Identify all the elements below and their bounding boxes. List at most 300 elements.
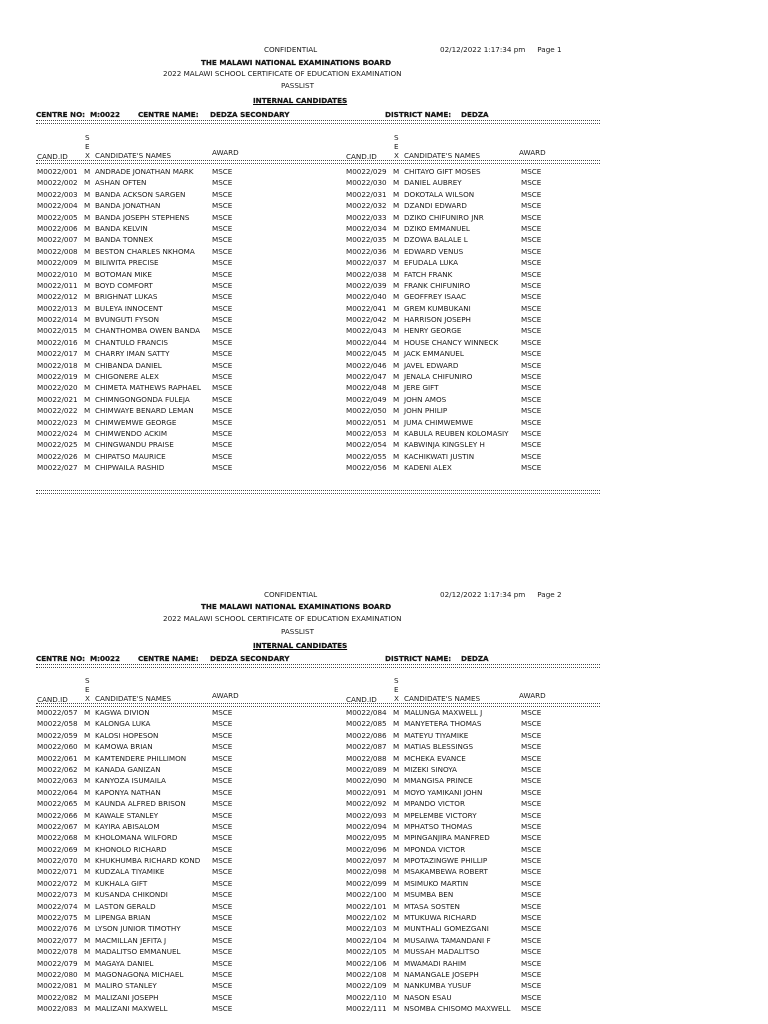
table-row [37, 969, 297, 980]
list-type: PASSLIST [281, 627, 314, 636]
award: MSCE [521, 878, 542, 888]
cand-id: M0022/090 [346, 776, 387, 786]
cand-id: M0022/082 [37, 992, 78, 1002]
table-row [37, 348, 297, 359]
table-row [37, 394, 297, 405]
award: MSCE [212, 753, 233, 763]
award: MSCE [521, 315, 542, 325]
cand-id: M0022/048 [346, 383, 387, 393]
sex: M [393, 844, 400, 854]
award: MSCE [521, 799, 542, 809]
table-row [37, 246, 297, 257]
sex: M [393, 924, 400, 934]
sex: M [393, 417, 400, 427]
candidate-name: NANKUMBA YUSUF [404, 981, 472, 991]
candidate-name: KHONOLO RICHARD [95, 844, 167, 854]
table-row [37, 269, 297, 280]
candidate-name: BOTOMAN MIKE [95, 269, 152, 279]
sex: M [84, 730, 91, 740]
cand-id: M0022/045 [346, 349, 387, 359]
header-sex-letter: S [394, 133, 399, 142]
table-row [37, 992, 297, 1003]
award: MSCE [521, 417, 542, 427]
award: MSCE [212, 189, 233, 199]
sex: M [393, 167, 400, 176]
candidate-name: CHITAYO GIFT MOSES [404, 167, 481, 176]
cand-id: M0022/076 [37, 924, 78, 934]
sex: M [84, 1004, 91, 1014]
cand-id: M0022/098 [346, 867, 387, 877]
award: MSCE [521, 360, 542, 370]
sex: M [393, 958, 400, 968]
sex: M [393, 913, 400, 923]
candidate-name: CHIMNGONGONDA FULEJA [95, 394, 190, 404]
candidate-name: MUNTHALI GOMEZGANI [404, 924, 489, 934]
award: MSCE [212, 776, 233, 786]
candidate-name: CHIPWAILA RASHID [95, 463, 165, 473]
table-row [346, 223, 606, 234]
candidate-name: CHARRY IMAN SATTY [95, 349, 170, 359]
table-row [346, 439, 606, 450]
cand-id: M0022/050 [346, 406, 387, 416]
table-row [37, 832, 297, 843]
sex: M [393, 890, 400, 900]
table-row [346, 935, 606, 946]
sex: M [393, 947, 400, 957]
award: MSCE [212, 708, 233, 717]
header-sex [394, 676, 399, 703]
cand-id: M0022/061 [37, 753, 78, 763]
cand-id: M0022/055 [346, 451, 387, 461]
table-row [346, 1003, 606, 1014]
sex: M [393, 776, 400, 786]
cand-id: M0022/006 [37, 223, 78, 233]
cand-id: M0022/018 [37, 360, 78, 370]
candidate-name: KABWINJA KINGSLEY H [404, 440, 485, 450]
award: MSCE [521, 764, 542, 774]
award: MSCE [521, 708, 542, 717]
cand-id: M0022/021 [37, 394, 78, 404]
cand-id: M0022/109 [346, 981, 387, 991]
table-row [346, 844, 606, 855]
table-row [346, 912, 606, 923]
header-cand-id: CAND.ID [346, 152, 377, 161]
cand-id: M0022/039 [346, 280, 387, 290]
sex: M [84, 326, 91, 336]
timestamp-and-page [440, 45, 562, 54]
header-sex [85, 676, 90, 703]
sex: M [84, 833, 91, 843]
cand-id: M0022/075 [37, 913, 78, 923]
cand-id: M0022/100 [346, 890, 387, 900]
sex: M [393, 349, 400, 359]
candidate-name: MIZEKI SINOYA [404, 764, 457, 774]
cand-id: M0022/005 [37, 212, 78, 222]
award: MSCE [212, 867, 233, 877]
table-row [346, 234, 606, 245]
table-row [346, 360, 606, 371]
candidate-name: KACHIKWATI JUSTIN [404, 451, 475, 461]
table-row [37, 707, 297, 718]
candidate-name: CHANTHOMBA OWEN BANDA [95, 326, 201, 336]
cand-id: M0022/087 [346, 742, 387, 752]
table-row [346, 212, 606, 223]
award: MSCE [212, 315, 233, 325]
sex: M [393, 787, 400, 797]
cand-id: M0022/022 [37, 406, 78, 416]
cand-id: M0022/065 [37, 799, 78, 809]
candidate-name: KADENI ALEX [404, 463, 452, 473]
sex: M [84, 212, 91, 222]
cand-id: M0022/083 [37, 1004, 78, 1014]
sex: M [393, 901, 400, 911]
candidate-list-right [346, 166, 606, 474]
table-row [37, 257, 297, 268]
candidate-name: KUKHALA GIFT [95, 878, 148, 888]
candidate-name: MPONDA VICTOR [404, 844, 466, 854]
district-label: DISTRICT NAME: [385, 654, 452, 663]
sex: M [84, 776, 91, 786]
cand-id: M0022/020 [37, 383, 78, 393]
cand-id: M0022/002 [37, 178, 78, 188]
cand-id: M0022/069 [37, 844, 78, 854]
award: MSCE [212, 935, 233, 945]
table-row [37, 303, 297, 314]
table-row [37, 844, 297, 855]
centre-no-label: CENTRE NO: [36, 110, 86, 119]
award: MSCE [521, 440, 542, 450]
table-row [37, 439, 297, 450]
candidate-name: MSUMBA BEN [404, 890, 454, 900]
cand-id: M0022/078 [37, 947, 78, 957]
sex: M [393, 810, 400, 820]
cand-id: M0022/106 [346, 958, 387, 968]
award: MSCE [521, 867, 542, 877]
page-number: Page 1 [537, 45, 562, 54]
sex: M [84, 383, 91, 393]
sex: M [393, 856, 400, 866]
award: MSCE [212, 833, 233, 843]
candidate-list-right [346, 707, 606, 1015]
sex: M [393, 708, 400, 717]
table-row [37, 764, 297, 775]
award: MSCE [212, 258, 233, 268]
table-row [346, 832, 606, 843]
cand-id: M0022/092 [346, 799, 387, 809]
sex: M [393, 315, 400, 325]
candidate-name: HOUSE CHANCY WINNECK [404, 337, 499, 347]
candidate-name: ASHAN OFTEN [95, 178, 147, 188]
cand-id: M0022/035 [346, 235, 387, 245]
exam-title: 2022 MALAWI SCHOOL CERTIFICATE OF EDUCATION EXAMINATION [163, 614, 402, 623]
table-row [37, 935, 297, 946]
sex: M [84, 428, 91, 438]
cand-id: M0022/070 [37, 856, 78, 866]
candidate-name: LIPENGA BRIAN [95, 913, 151, 923]
candidate-name: JAVEL EDWARD [404, 360, 459, 370]
cand-id: M0022/014 [37, 315, 78, 325]
award: MSCE [521, 269, 542, 279]
award: MSCE [521, 844, 542, 854]
candidate-name: MAGAYA DANIEL [95, 958, 154, 968]
candidate-name: KAWALE STANLEY [95, 810, 159, 820]
award: MSCE [212, 337, 233, 347]
cand-id: M0022/010 [37, 269, 78, 279]
sex: M [84, 924, 91, 934]
sex: M [393, 326, 400, 336]
sex: M [393, 394, 400, 404]
sex: M [393, 235, 400, 245]
award: MSCE [521, 428, 542, 438]
cand-id: M0022/068 [37, 833, 78, 843]
table-row [37, 866, 297, 877]
header-award: AWARD [519, 148, 546, 157]
table-row [346, 730, 606, 741]
cand-id: M0022/079 [37, 958, 78, 968]
table-row [346, 348, 606, 359]
table-row [346, 718, 606, 729]
candidate-name: KALOSI HOPESON [95, 730, 159, 740]
cand-id: M0022/004 [37, 201, 78, 211]
candidate-name: GEOFFREY ISAAC [404, 292, 466, 302]
cand-id: M0022/008 [37, 246, 78, 256]
award: MSCE [212, 742, 233, 752]
candidate-name: MALUNGA MAXWELL J [404, 708, 483, 717]
confidential-label: CONFIDENTIAL [264, 45, 318, 54]
award: MSCE [521, 890, 542, 900]
sex: M [84, 258, 91, 268]
cand-id: M0022/059 [37, 730, 78, 740]
sex: M [393, 799, 400, 809]
candidate-name: MANYETERA THOMAS [404, 719, 482, 729]
cand-id: M0022/011 [37, 280, 78, 290]
award: MSCE [521, 981, 542, 991]
award: MSCE [212, 360, 233, 370]
sex: M [393, 992, 400, 1002]
sex: M [393, 969, 400, 979]
header-cand-id: CAND.ID [37, 695, 68, 704]
sex: M [84, 913, 91, 923]
award: MSCE [521, 1004, 542, 1014]
cand-id: M0022/062 [37, 764, 78, 774]
cand-id: M0022/034 [346, 223, 387, 233]
sex: M [393, 360, 400, 370]
header-sex-letter: X [394, 151, 399, 160]
candidate-name: CHIMETA MATHEWS RAPHAEL [95, 383, 201, 393]
sex: M [84, 821, 91, 831]
sex: M [393, 981, 400, 991]
sex: M [84, 992, 91, 1002]
candidate-name: KABULA REUBEN KOLOMASIY [404, 428, 509, 438]
candidate-name: MSIMUKO MARTIN [404, 878, 469, 888]
table-row [37, 417, 297, 428]
cand-id: M0022/080 [37, 969, 78, 979]
table-row [37, 901, 297, 912]
cand-id: M0022/049 [346, 394, 387, 404]
table-row [37, 166, 297, 177]
sex: M [84, 223, 91, 233]
cand-id: M0022/053 [346, 428, 387, 438]
table-row [37, 291, 297, 302]
cand-id: M0022/001 [37, 167, 78, 176]
candidate-name: JOHN AMOS [404, 394, 447, 404]
award: MSCE [521, 935, 542, 945]
cand-id: M0022/096 [346, 844, 387, 854]
award: MSCE [212, 844, 233, 854]
sex: M [393, 178, 400, 188]
cand-id: M0022/044 [346, 337, 387, 347]
header-names: CANDIDATE'S NAMES [95, 694, 172, 703]
award: MSCE [212, 394, 233, 404]
candidate-name: DZOWA BALALE L [404, 235, 468, 245]
confidential-label: CONFIDENTIAL [264, 590, 318, 599]
table-row [346, 946, 606, 957]
sex: M [84, 719, 91, 729]
award: MSCE [521, 719, 542, 729]
sex: M [84, 844, 91, 854]
candidate-name: MMANGISA PRINCE [404, 776, 473, 786]
header-sex-letter: X [85, 694, 90, 703]
table-row [37, 325, 297, 336]
award: MSCE [521, 292, 542, 302]
table-row [346, 866, 606, 877]
candidate-name: MTASA SOSTEN [404, 901, 460, 911]
award: MSCE [521, 212, 542, 222]
award: MSCE [212, 428, 233, 438]
award: MSCE [212, 372, 233, 382]
table-row [37, 718, 297, 729]
header-award: AWARD [212, 691, 239, 700]
sex: M [84, 406, 91, 416]
timestamp: 02/12/2022 1:17:34 pm [440, 590, 526, 599]
header-sex-letter: E [85, 685, 90, 694]
table-row [346, 166, 606, 177]
award: MSCE [521, 406, 542, 416]
award: MSCE [212, 856, 233, 866]
cand-id: M0022/009 [37, 258, 78, 268]
candidate-type: INTERNAL CANDIDATES [253, 641, 348, 650]
centre-name: DEDZA SECONDARY [210, 110, 290, 119]
sex: M [84, 315, 91, 325]
award: MSCE [212, 417, 233, 427]
award: MSCE [521, 810, 542, 820]
table-row [346, 257, 606, 268]
table-row [37, 234, 297, 245]
cand-id: M0022/040 [346, 292, 387, 302]
table-row [346, 280, 606, 291]
candidate-name: KAMOWA BRIAN [95, 742, 153, 752]
cand-id: M0022/093 [346, 810, 387, 820]
sex: M [84, 890, 91, 900]
board-title: THE MALAWI NATIONAL EXAMINATIONS BOARD [201, 602, 392, 611]
candidate-name: MPINGANJIRA MANFRED [404, 833, 490, 843]
table-row [346, 753, 606, 764]
table-row [37, 958, 297, 969]
sex: M [393, 383, 400, 393]
candidate-name: MSAKAMBEWA ROBERT [404, 867, 488, 877]
candidate-name: BANDA KELVIN [95, 223, 148, 233]
sex: M [393, 223, 400, 233]
sex: M [393, 730, 400, 740]
sex: M [393, 303, 400, 313]
table-row [346, 325, 606, 336]
sex: M [84, 372, 91, 382]
award: MSCE [212, 992, 233, 1002]
cand-id: M0022/089 [346, 764, 387, 774]
candidate-name: MUSAIWA TAMANDANI F [404, 935, 491, 945]
sex: M [393, 246, 400, 256]
candidate-name: MATEYU TIYAMIKE [404, 730, 469, 740]
table-row [346, 428, 606, 439]
award: MSCE [212, 958, 233, 968]
cand-id: M0022/024 [37, 428, 78, 438]
table-row [37, 821, 297, 832]
candidate-name: BILIWITA PRECISE [95, 258, 159, 268]
candidate-name: BANDA ACKSON SARGEN [95, 189, 186, 199]
award: MSCE [212, 719, 233, 729]
header-sex-letter: X [85, 151, 90, 160]
sex: M [84, 269, 91, 279]
sex: M [393, 280, 400, 290]
cand-id: M0022/019 [37, 372, 78, 382]
cand-id: M0022/047 [346, 372, 387, 382]
candidate-name: MAGONAGONA MICHAEL [95, 969, 184, 979]
centre-name: DEDZA SECONDARY [210, 654, 290, 663]
candidate-name: LASTON GERALD [95, 901, 156, 911]
candidate-name: CHIMWENDO ACKIM [95, 428, 168, 438]
sex: M [84, 969, 91, 979]
award: MSCE [212, 326, 233, 336]
sex: M [393, 292, 400, 302]
sex: M [393, 719, 400, 729]
sex: M [393, 463, 400, 473]
sex: M [393, 201, 400, 211]
cand-id: M0022/033 [346, 212, 387, 222]
award: MSCE [521, 280, 542, 290]
cand-id: M0022/015 [37, 326, 78, 336]
header-award: AWARD [519, 691, 546, 700]
sex: M [84, 394, 91, 404]
list-type: PASSLIST [281, 81, 314, 90]
candidate-name: CHANTULO FRANCIS [95, 337, 168, 347]
sex: M [84, 167, 91, 176]
cand-id: M0022/029 [346, 167, 387, 176]
table-row [346, 775, 606, 786]
sex: M [84, 856, 91, 866]
candidate-name: CHIMWEMWE GEORGE [95, 417, 177, 427]
table-row [37, 177, 297, 188]
award: MSCE [521, 189, 542, 199]
exam-title: 2022 MALAWI SCHOOL CERTIFICATE OF EDUCATION EXAMINATION [163, 69, 402, 78]
header-sex-letter: S [85, 676, 90, 685]
award: MSCE [212, 201, 233, 211]
award: MSCE [521, 901, 542, 911]
candidate-name: MPANDO VICTOR [404, 799, 465, 809]
header-sex [85, 133, 90, 160]
award: MSCE [521, 947, 542, 957]
header-cand-id: CAND.ID [346, 695, 377, 704]
header-cand-id: CAND.ID [37, 152, 68, 161]
candidate-name: BANDA JONATHAN [95, 201, 161, 211]
table-row [346, 798, 606, 809]
candidate-list-left [37, 707, 297, 1015]
award: MSCE [521, 821, 542, 831]
cand-id: M0022/003 [37, 189, 78, 199]
award: MSCE [521, 969, 542, 979]
cand-id: M0022/077 [37, 935, 78, 945]
sex: M [84, 292, 91, 302]
table-row [346, 821, 606, 832]
